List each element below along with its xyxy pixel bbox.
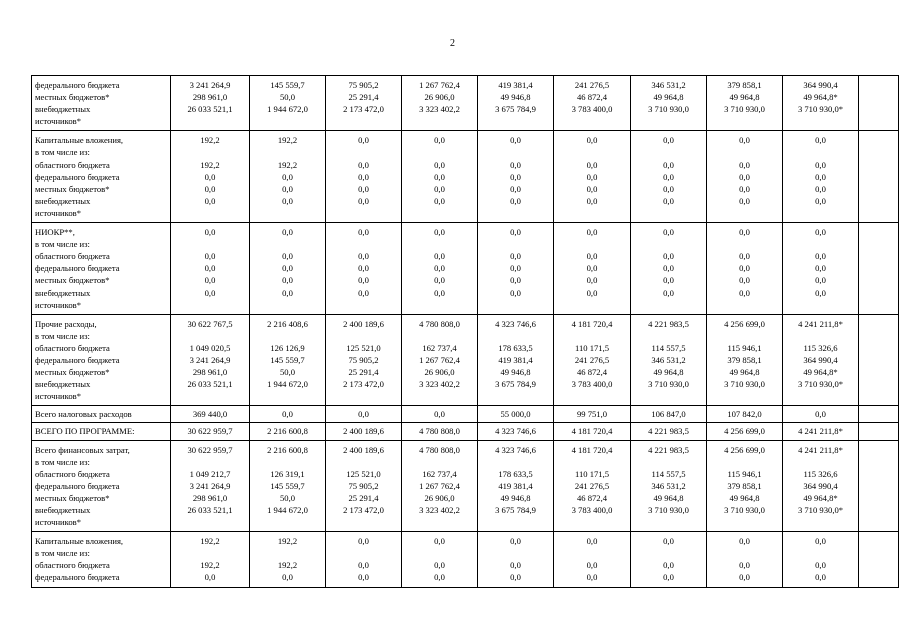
table-cell: 0,0 0,0 0,0 0,0 0,0 bbox=[631, 131, 707, 223]
table-cell: 0,0 0,0 0,0 0,0 0,0 bbox=[554, 131, 631, 223]
table-cell: 0,0 0,0 0,0 0,0 0,0 bbox=[707, 223, 783, 315]
table-cell: 346 531,2 49 964,8 3 710 930,0 bbox=[631, 76, 707, 131]
table-cell: 369 440,0 bbox=[171, 406, 250, 423]
table-cell: 30 622 767,5 1 049 020,5 3 241 264,9 298 961,0 26 033 521,1 bbox=[171, 314, 250, 406]
table-row bbox=[32, 440, 899, 532]
table-cell: 0,0 bbox=[250, 406, 326, 423]
row-label: Всего финансовых затрат, в том числе из: областного бюджета федерального бюджета местных бюджетов* внебюджетных источников* bbox=[32, 440, 171, 532]
table-cell: 1 267 762,4 26 906,0 3 323 402,2 bbox=[402, 76, 478, 131]
table-cell: 4 323 746,6 bbox=[478, 423, 554, 440]
table-cell: 0,0 0,0 0,0 0,0 0,0 bbox=[631, 223, 707, 315]
table-cell bbox=[859, 532, 899, 587]
row-label: Всего налоговых расходов bbox=[32, 406, 171, 423]
table-cell: 2 216 600,8 bbox=[250, 423, 326, 440]
table-row bbox=[32, 131, 899, 223]
table-cell: 4 181 720,4 110 171,5 241 276,5 46 872,4 3 783 400,0 bbox=[554, 314, 631, 406]
table-cell: 4 256 699,0 115 946,1 379 858,1 49 964,8 3 710 930,0 bbox=[707, 440, 783, 532]
table-cell: 99 751,0 bbox=[554, 406, 631, 423]
table-cell: 0,0 bbox=[783, 406, 859, 423]
row-label: Прочие расходы, в том числе из: областного бюджета федерального бюджета местных бюджетов* внебюджетных источников* bbox=[32, 314, 171, 406]
table-cell: 0,0 0,0 0,0 bbox=[631, 532, 707, 587]
table-cell: 30 622 959,7 bbox=[171, 423, 250, 440]
table-body bbox=[32, 76, 899, 588]
table-cell: 0,0 0,0 0,0 bbox=[478, 532, 554, 587]
table-cell: 4 256 699,0 115 946,1 379 858,1 49 964,8 3 710 930,0 bbox=[707, 314, 783, 406]
table-cell: 0,0 0,0 0,0 bbox=[554, 532, 631, 587]
table-cell: 364 990,4 49 964,8* 3 710 930,0* bbox=[783, 76, 859, 131]
table-cell: 0,0 0,0 0,0 0,0 0,0 bbox=[250, 223, 326, 315]
table-cell bbox=[859, 423, 899, 440]
table-cell: 107 842,0 bbox=[707, 406, 783, 423]
table-row bbox=[32, 76, 899, 131]
table-cell: 4 241 211,8* 115 326,6 364 990,4 49 964,8* 3 710 930,0* bbox=[783, 314, 859, 406]
table-cell: 2 216 600,8 126 319,1 145 559,7 50,0 1 944 672,0 bbox=[250, 440, 326, 532]
table-cell: 192,2 192,2 0,0 0,0 0,0 bbox=[171, 131, 250, 223]
table-cell bbox=[859, 440, 899, 532]
table-cell: 0,0 0,0 0,0 0,0 0,0 bbox=[402, 131, 478, 223]
table-row bbox=[32, 223, 899, 315]
table-cell: 0,0 0,0 0,0 bbox=[707, 532, 783, 587]
table-cell: 0,0 bbox=[402, 406, 478, 423]
table-cell: 0,0 0,0 0,0 0,0 0,0 bbox=[478, 131, 554, 223]
table-cell: 0,0 bbox=[326, 406, 402, 423]
table-cell: 4 221 983,5 114 557,5 346 531,2 49 964,8 3 710 930,0 bbox=[631, 440, 707, 532]
table-cell: 3 241 264,9 298 961,0 26 033 521,1 bbox=[171, 76, 250, 131]
table-cell: 0,0 0,0 0,0 bbox=[402, 532, 478, 587]
table-cell: 4 323 746,6 178 633,5 419 381,4 49 946,8 3 675 784,9 bbox=[478, 440, 554, 532]
table-row bbox=[32, 423, 899, 440]
table-cell bbox=[859, 131, 899, 223]
table-cell: 4 221 983,5 bbox=[631, 423, 707, 440]
table-cell bbox=[859, 406, 899, 423]
table-cell: 0,0 0,0 0,0 bbox=[326, 532, 402, 587]
table-cell: 4 780 808,0 bbox=[402, 423, 478, 440]
row-label: Капитальные вложения, в том числе из: областного бюджета федерального бюджета местных бюджетов* внебюджетных источников* bbox=[32, 131, 171, 223]
table-cell: 4 221 983,5 114 557,5 346 531,2 49 964,8 3 710 930,0 bbox=[631, 314, 707, 406]
table-cell: 106 847,0 bbox=[631, 406, 707, 423]
table-cell: 2 216 408,6 126 126,9 145 559,7 50,0 1 944 672,0 bbox=[250, 314, 326, 406]
row-label: НИОКР**, в том числе из: областного бюджета федерального бюджета местных бюджетов* внебюджетных источников* bbox=[32, 223, 171, 315]
table-cell: 419 381,4 49 946,8 3 675 784,9 bbox=[478, 76, 554, 131]
table-cell: 379 858,1 49 964,8 3 710 930,0 bbox=[707, 76, 783, 131]
table-cell bbox=[859, 76, 899, 131]
table-cell: 55 000,0 bbox=[478, 406, 554, 423]
table-cell: 30 622 959,7 1 049 212,7 3 241 264,9 298 961,0 26 033 521,1 bbox=[171, 440, 250, 532]
table-cell: 2 400 189,6 125 521,0 75 905,2 25 291,4 2 173 472,0 bbox=[326, 440, 402, 532]
table-cell: 0,0 0,0 0,0 0,0 0,0 bbox=[402, 223, 478, 315]
table-cell: 0,0 0,0 0,0 bbox=[783, 532, 859, 587]
table-cell: 75 905,2 25 291,4 2 173 472,0 bbox=[326, 76, 402, 131]
table-row bbox=[32, 406, 899, 423]
table-cell: 4 241 211,8* 115 326,6 364 990,4 49 964,8* 3 710 930,0* bbox=[783, 440, 859, 532]
program-funding-table bbox=[31, 75, 899, 588]
table-cell: 0,0 0,0 0,0 0,0 0,0 bbox=[326, 223, 402, 315]
table-cell: 0,0 0,0 0,0 0,0 0,0 bbox=[326, 131, 402, 223]
table-cell: 0,0 0,0 0,0 0,0 0,0 bbox=[171, 223, 250, 315]
table-cell: 0,0 0,0 0,0 0,0 0,0 bbox=[478, 223, 554, 315]
table-cell: 241 276,5 46 872,4 3 783 400,0 bbox=[554, 76, 631, 131]
table-cell: 2 400 189,6 bbox=[326, 423, 402, 440]
table-cell: 192,2 192,2 0,0 bbox=[171, 532, 250, 587]
table-cell: 0,0 0,0 0,0 0,0 0,0 bbox=[554, 223, 631, 315]
table-cell: 4 181 720,4 bbox=[554, 423, 631, 440]
table-cell bbox=[859, 223, 899, 315]
table-row bbox=[32, 532, 899, 587]
row-label: федерального бюджета местных бюджетов* внебюджетных источников* bbox=[32, 76, 171, 131]
row-label: Капитальные вложения, в том числе из: областного бюджета федерального бюджета bbox=[32, 532, 171, 587]
table-cell: 0,0 0,0 0,0 0,0 0,0 bbox=[707, 131, 783, 223]
table-cell bbox=[859, 314, 899, 406]
table-cell: 4 181 720,4 110 171,5 241 276,5 46 872,4 3 783 400,0 bbox=[554, 440, 631, 532]
table-cell: 0,0 0,0 0,0 0,0 0,0 bbox=[783, 223, 859, 315]
table-cell: 192,2 192,2 0,0 0,0 0,0 bbox=[250, 131, 326, 223]
page-number: 2 bbox=[450, 38, 455, 49]
table-cell: 4 780 808,0 162 737,4 1 267 762,4 26 906,0 3 323 402,2 bbox=[402, 440, 478, 532]
table-cell: 4 323 746,6 178 633,5 419 381,4 49 946,8 3 675 784,9 bbox=[478, 314, 554, 406]
table-row bbox=[32, 314, 899, 406]
table-cell: 0,0 0,0 0,0 0,0 0,0 bbox=[783, 131, 859, 223]
table-cell: 4 780 808,0 162 737,4 1 267 762,4 26 906,0 3 323 402,2 bbox=[402, 314, 478, 406]
table-cell: 4 241 211,8* bbox=[783, 423, 859, 440]
table-cell: 145 559,7 50,0 1 944 672,0 bbox=[250, 76, 326, 131]
table-cell: 192,2 192,2 0,0 bbox=[250, 532, 326, 587]
row-label: ВСЕГО ПО ПРОГРАММЕ: bbox=[32, 423, 171, 440]
table-cell: 2 400 189,6 125 521,0 75 905,2 25 291,4 2 173 472,0 bbox=[326, 314, 402, 406]
table-cell: 4 256 699,0 bbox=[707, 423, 783, 440]
